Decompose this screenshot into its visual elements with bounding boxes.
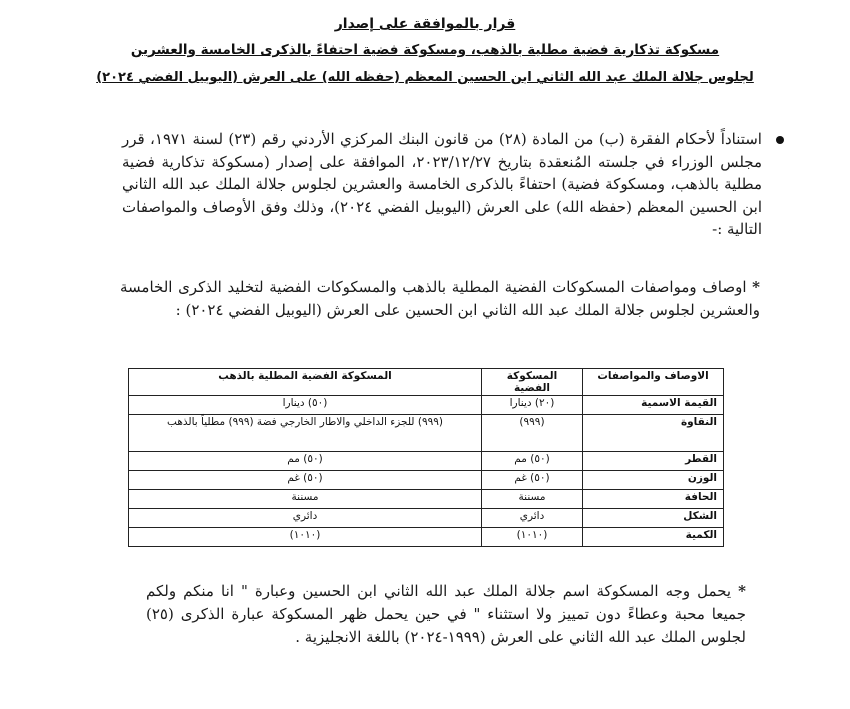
silver-value: (٢٠) دينارا: [482, 396, 583, 415]
row-label: الشكل: [583, 509, 724, 528]
row-label: الحافة: [583, 490, 724, 509]
gold-value: (٥٠) دينارا: [129, 396, 482, 415]
gold-value: (١٠١٠): [129, 528, 482, 547]
document-subtitle-2: لجلوس جلالة الملك عبد الله الثاني ابن الحسين المعظم (حفظه الله) على العرش (اليوبيل الفضي ٢٠٢٤): [96, 70, 754, 85]
silver-value: دائري: [482, 509, 583, 528]
gold-value: (٩٩٩) للجزء الداخلي والاطار الخارجي فضة (٩٩٩) مطلياً بالذهب: [129, 415, 482, 452]
asterisk-icon: *: [738, 582, 746, 600]
specs-intro-text: اوصاف ومواصفات المسكوكات الفضية المطلية بالذهب والمسكوكات الفضية لتخليد الذكرى الخامسة والعشرين لجلوس جلالة الملك عبد الله الثاني ابن الحسين على العرش (اليوبيل الفضي ٢٠٢٤) :: [120, 278, 760, 319]
row-label: الكمية: [583, 528, 724, 547]
gold-value: مسننة: [129, 490, 482, 509]
row-label: القطر: [583, 452, 724, 471]
table-header-row: [129, 369, 724, 396]
bullet-icon: [776, 136, 784, 144]
gold-value: (٥٠) مم: [129, 452, 482, 471]
coin-inscription-paragraph: [146, 580, 746, 649]
table-row: [129, 396, 724, 415]
document-subtitle: مسكوكة تذكارية فضية مطلية بالذهب، ومسكوكة فضية احتفاءً بالذكرى الخامسة والعشرين: [130, 42, 720, 58]
column-header-silver: المسكوكة الفضية: [482, 369, 583, 396]
specs-table: [128, 368, 724, 547]
silver-value: (٥٠) مم: [482, 452, 583, 471]
asterisk-icon: *: [752, 278, 760, 296]
gold-value: دائري: [129, 509, 482, 528]
silver-value: مسننة: [482, 490, 583, 509]
silver-value: (١٠١٠): [482, 528, 583, 547]
table-row: [129, 471, 724, 490]
row-label: الوزن: [583, 471, 724, 490]
coin-inscription-text: يحمل وجه المسكوكة اسم جلالة الملك عبد الله الثاني ابن الحسين وعبارة " انا منكم ولكم جميعا محبة وعطاءً دون تمييز ولا استثناء " في حين يحمل ظهر المسكوكة عبارة الذكرى (٢٥) لجلوس الملك عبد الله الثاني على العرش (١٩٩٩-٢٠٢٤) باللغة الانجليزية .: [146, 582, 746, 646]
row-label: النقاوة: [583, 415, 724, 452]
column-header-gold: المسكوكة الفضية المطلية بالذهب: [129, 369, 482, 396]
table-row: [129, 490, 724, 509]
silver-value: (٥٠) غم: [482, 471, 583, 490]
gold-value: (٥٠) غم: [129, 471, 482, 490]
decision-paragraph: [122, 128, 762, 241]
table-row: [129, 452, 724, 471]
column-header-attributes: الاوصاف والمواصفات: [583, 369, 724, 396]
specs-intro-paragraph: [120, 276, 760, 322]
table-row: [129, 415, 724, 452]
document-title: قرار بالموافقة على إصدار: [334, 16, 516, 32]
row-label: القيمة الاسمية: [583, 396, 724, 415]
decision-text: استناداً لأحكام الفقرة (ب) من المادة (٢٨) من قانون البنك المركزي الأردني رقم (٢٣) لسنة ١٩٧١، قرر مجلس الوزراء في جلسته المُنعقدة بتاريخ ٢٠٢٣/١٢/٢٧، الموافقة على إصدار (مسكوكة تذكارية فضية مطلية بالذهب، ومسكوكة فضية) احتفاءً بالذكرى الخامسة والعشرين لجلوس جلالة الملك عبد الله الثاني ابن الحسين المعظم (حفظه الله) على العرش (اليوبيل الفضي ٢٠٢٤)، وذلك وفق الأوصاف والمواصفات التالية :-: [122, 130, 762, 238]
table-row: [129, 528, 724, 547]
table-row: [129, 509, 724, 528]
silver-value: (٩٩٩): [482, 415, 583, 452]
